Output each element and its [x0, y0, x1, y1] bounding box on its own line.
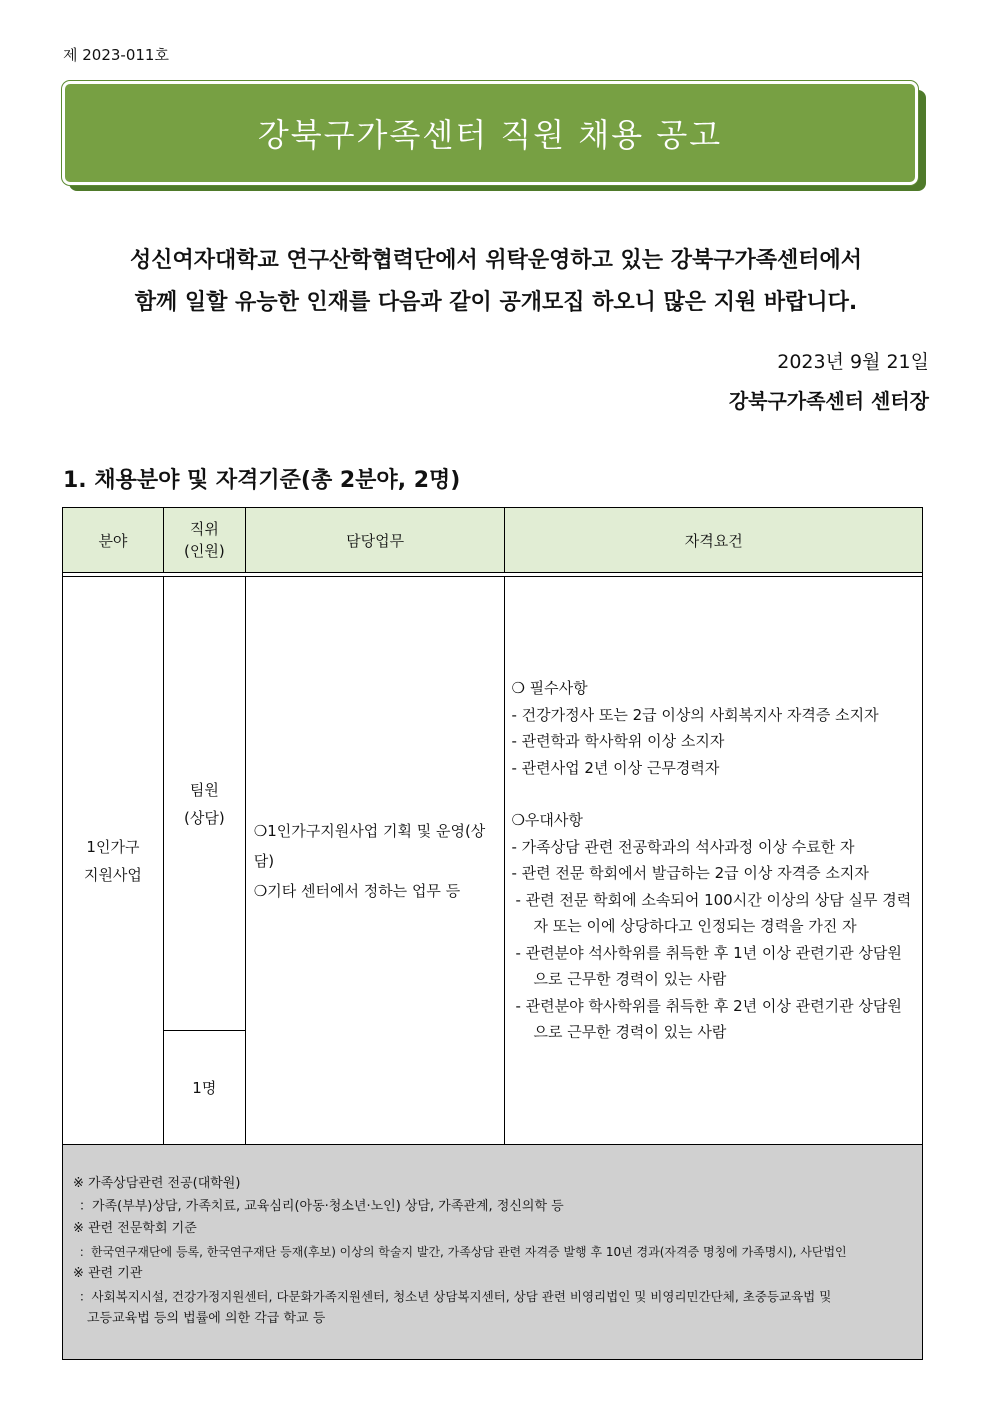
header-position-line1: 직위	[189, 520, 219, 538]
required-item: - 건강가정사 또는 2급 이상의 사회복지사 자격증 소지자	[511, 705, 879, 724]
note-body: ：가족(부부)상담, 가족치료, 교육심리(아동·청소년·노인) 상담, 가족관계, 정신의학 등	[79, 1198, 564, 1214]
notes-row	[63, 1145, 923, 1360]
table-row	[63, 577, 923, 1031]
header-duties: 담당업무	[245, 508, 505, 573]
preferred-item: - 관련 전문 학회에 소속되어 100시간 이상의 상담 실무 경력자 또는 이에 상당하다고 인정되는 경력을 가진 자	[515, 890, 912, 936]
header-qualifications: 자격요건	[505, 508, 923, 573]
field-line1: 1인가구	[86, 837, 140, 856]
notes-cell	[63, 1145, 923, 1360]
note-title: ※ 관련 전문학회 기준	[73, 1221, 197, 1236]
title-banner	[62, 81, 918, 185]
required-item: - 관련학과 학사학위 이상 소지자	[511, 732, 725, 751]
header-position-line2: (인원)	[183, 542, 225, 560]
preferred-item: - 가족상담 관련 전공학과의 석사과정 이상 수료한 자	[511, 837, 855, 856]
headcount-cell: 1명	[163, 1031, 245, 1145]
intro-line-1: 성신여자대학교 연구산학협력단에서 위탁운영하고 있는 강북구가족센터에서	[130, 248, 862, 273]
note-body: ：한국연구재단에 등록, 한국연구재단 등재(후보) 이상의 학술지 발간, 가족상담 관련 자격증 발행 후 10년 경과(자격증 명칭에 가족명시), 사단법인	[79, 1244, 847, 1259]
table-header-row	[63, 508, 923, 573]
field-cell	[63, 577, 164, 1145]
announcement-date: 2023년 9월 21일	[777, 351, 929, 373]
note-body: 고등교육법 등의 법률에 의한 각급 학교 등	[87, 1311, 326, 1326]
note-title: ※ 관련 기관	[73, 1266, 143, 1281]
field-line2: 지원사업	[83, 865, 142, 884]
preferred-title: ❍우대사항	[511, 811, 583, 830]
document-number: 제 2023-011호	[63, 46, 169, 64]
banner-title: 강북구가족센터 직원 채용 공고	[257, 116, 723, 154]
required-title: ❍ 필수사항	[511, 679, 588, 698]
header-field: 분야	[63, 508, 164, 573]
preferred-item: - 관련 전문 학회에서 발급하는 2급 이상 자격증 소지자	[511, 864, 869, 883]
recruitment-table	[62, 507, 923, 1360]
intro-line-2: 함께 일할 유능한 인재를 다음과 같이 공개모집 하오니 많은 지원 바랍니다.	[134, 290, 858, 315]
section-title: 1. 채용분야 및 자격기준(총 2분야, 2명)	[63, 468, 461, 493]
position-cell	[163, 577, 245, 1031]
note-title: ※ 가족상담관련 전공(대학원)	[73, 1176, 241, 1191]
position-line2: (상담)	[183, 808, 225, 827]
preferred-item: - 관련분야 학사학위를 취득한 후 2년 이상 관련기관 상담원으로 근무한 경력이 있는 사람	[515, 996, 902, 1042]
note-body: ：사회복지시설, 건강가정지원센터, 다문화가족지원센터, 청소년 상담복지센터, 상담 관련 비영리법인 및 비영리민간단체, 초중등교육법 및	[79, 1288, 832, 1304]
header-position	[163, 508, 245, 573]
duty-item: ❍1인가구지원사업 기획 및 운영(상담)	[253, 821, 486, 870]
duties-cell	[245, 577, 505, 1145]
required-item: - 관련사업 2년 이상 근무경력자	[511, 758, 720, 777]
signer: 강북구가족센터 센터장	[728, 389, 929, 413]
preferred-item: - 관련분야 석사학위를 취득한 후 1년 이상 관련기관 상담원으로 근무한 경력이 있는 사람	[515, 943, 902, 989]
position-line1: 팀원	[189, 780, 219, 799]
duty-item: ❍기타 센터에서 정하는 업무 등	[253, 881, 461, 900]
qualifications-cell	[505, 577, 923, 1145]
